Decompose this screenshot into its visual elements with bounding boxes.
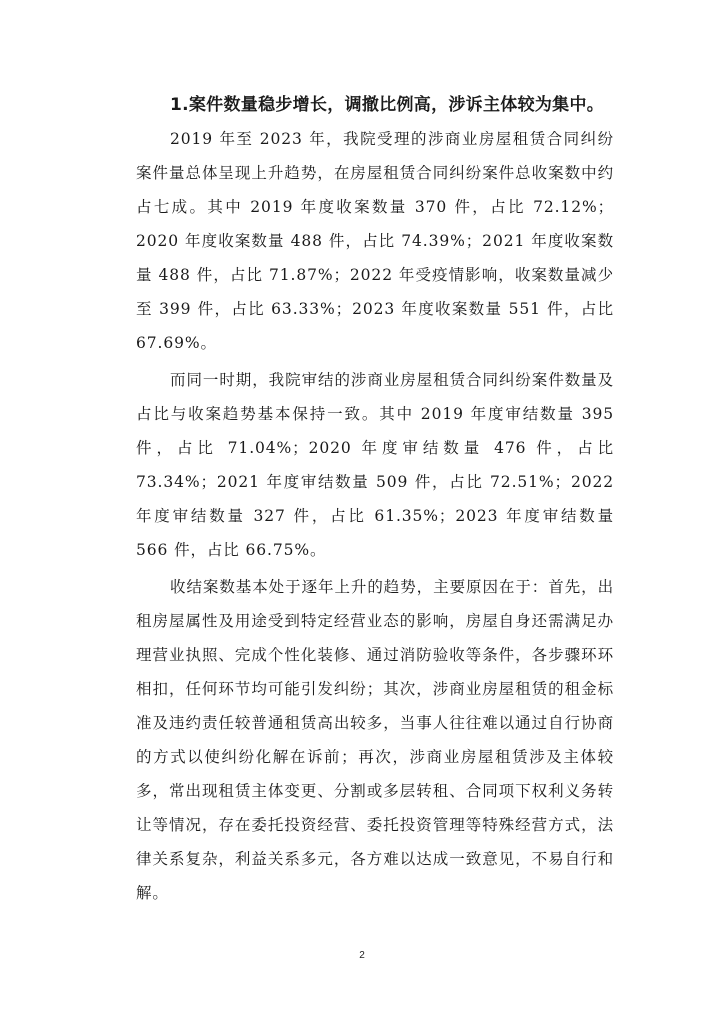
paragraph-case-closures: 而同一时期，我院审结的涉商业房屋租赁合同纠纷案件数量及占比与收案趋势基本保持一致。其中 2019 年度审结数量 395 件，占比 71.04%；2020 年度审结数量 476 件，占比 73.34%；2021 年度审结数量 509 件，占比 72.51%；2022 年度审结数量 327 件，占比 61.35%；2023 年度审结数量 566 件，占比 66.75%。 <box>136 371 614 559</box>
paragraph-case-filings: 2019 年至 2023 年，我院受理的涉商业房屋租赁合同纠纷案件量总体呈现上升趋势，在房屋租赁合同纠纷案件总收案数中约占七成。其中 2019 年度收案数量 370 件，占比 72.12%；2020 年度收案数量 488 件，占比 74.39%；2021 年度收案数量 488 件，占比 71.87%；2022 年受疫情影响，收案数量减少至 399 件，占比 63.33%；2023 年度收案数量 551 件，占比 67.69%。 <box>136 130 614 352</box>
page-number: 2 <box>359 950 365 961</box>
paragraph-reasons: 收结案数基本处于逐年上升的趋势，主要原因在于：首先，出租房屋属性及用途受到特定经营业态的影响，房屋自身还需满足办理营业执照、完成个性化装修、通过消防验收等条件，各步骤环环相扣，任何环节均可能引发纠纷；其次，涉商业房屋租赁的租金标准及违约责任较普通租赁高出较多，当事人往往难以通过自行协商的方式以使纠纷化解在诉前；再次，涉商业房屋租赁涉及主体较多，常出现租赁主体变更、分割或多层转租、合同项下权利义务转让等情况，存在委托投资经营、委托投资管理等特殊经营方式，法律关系复杂，利益关系多元，各方难以达成一致意见，不易自行和解。 <box>136 578 614 902</box>
section-heading: 1.案件数量稳步增长，调撤比例高，涉诉主体较为集中。 <box>170 95 605 115</box>
document-body <box>136 89 614 913</box>
